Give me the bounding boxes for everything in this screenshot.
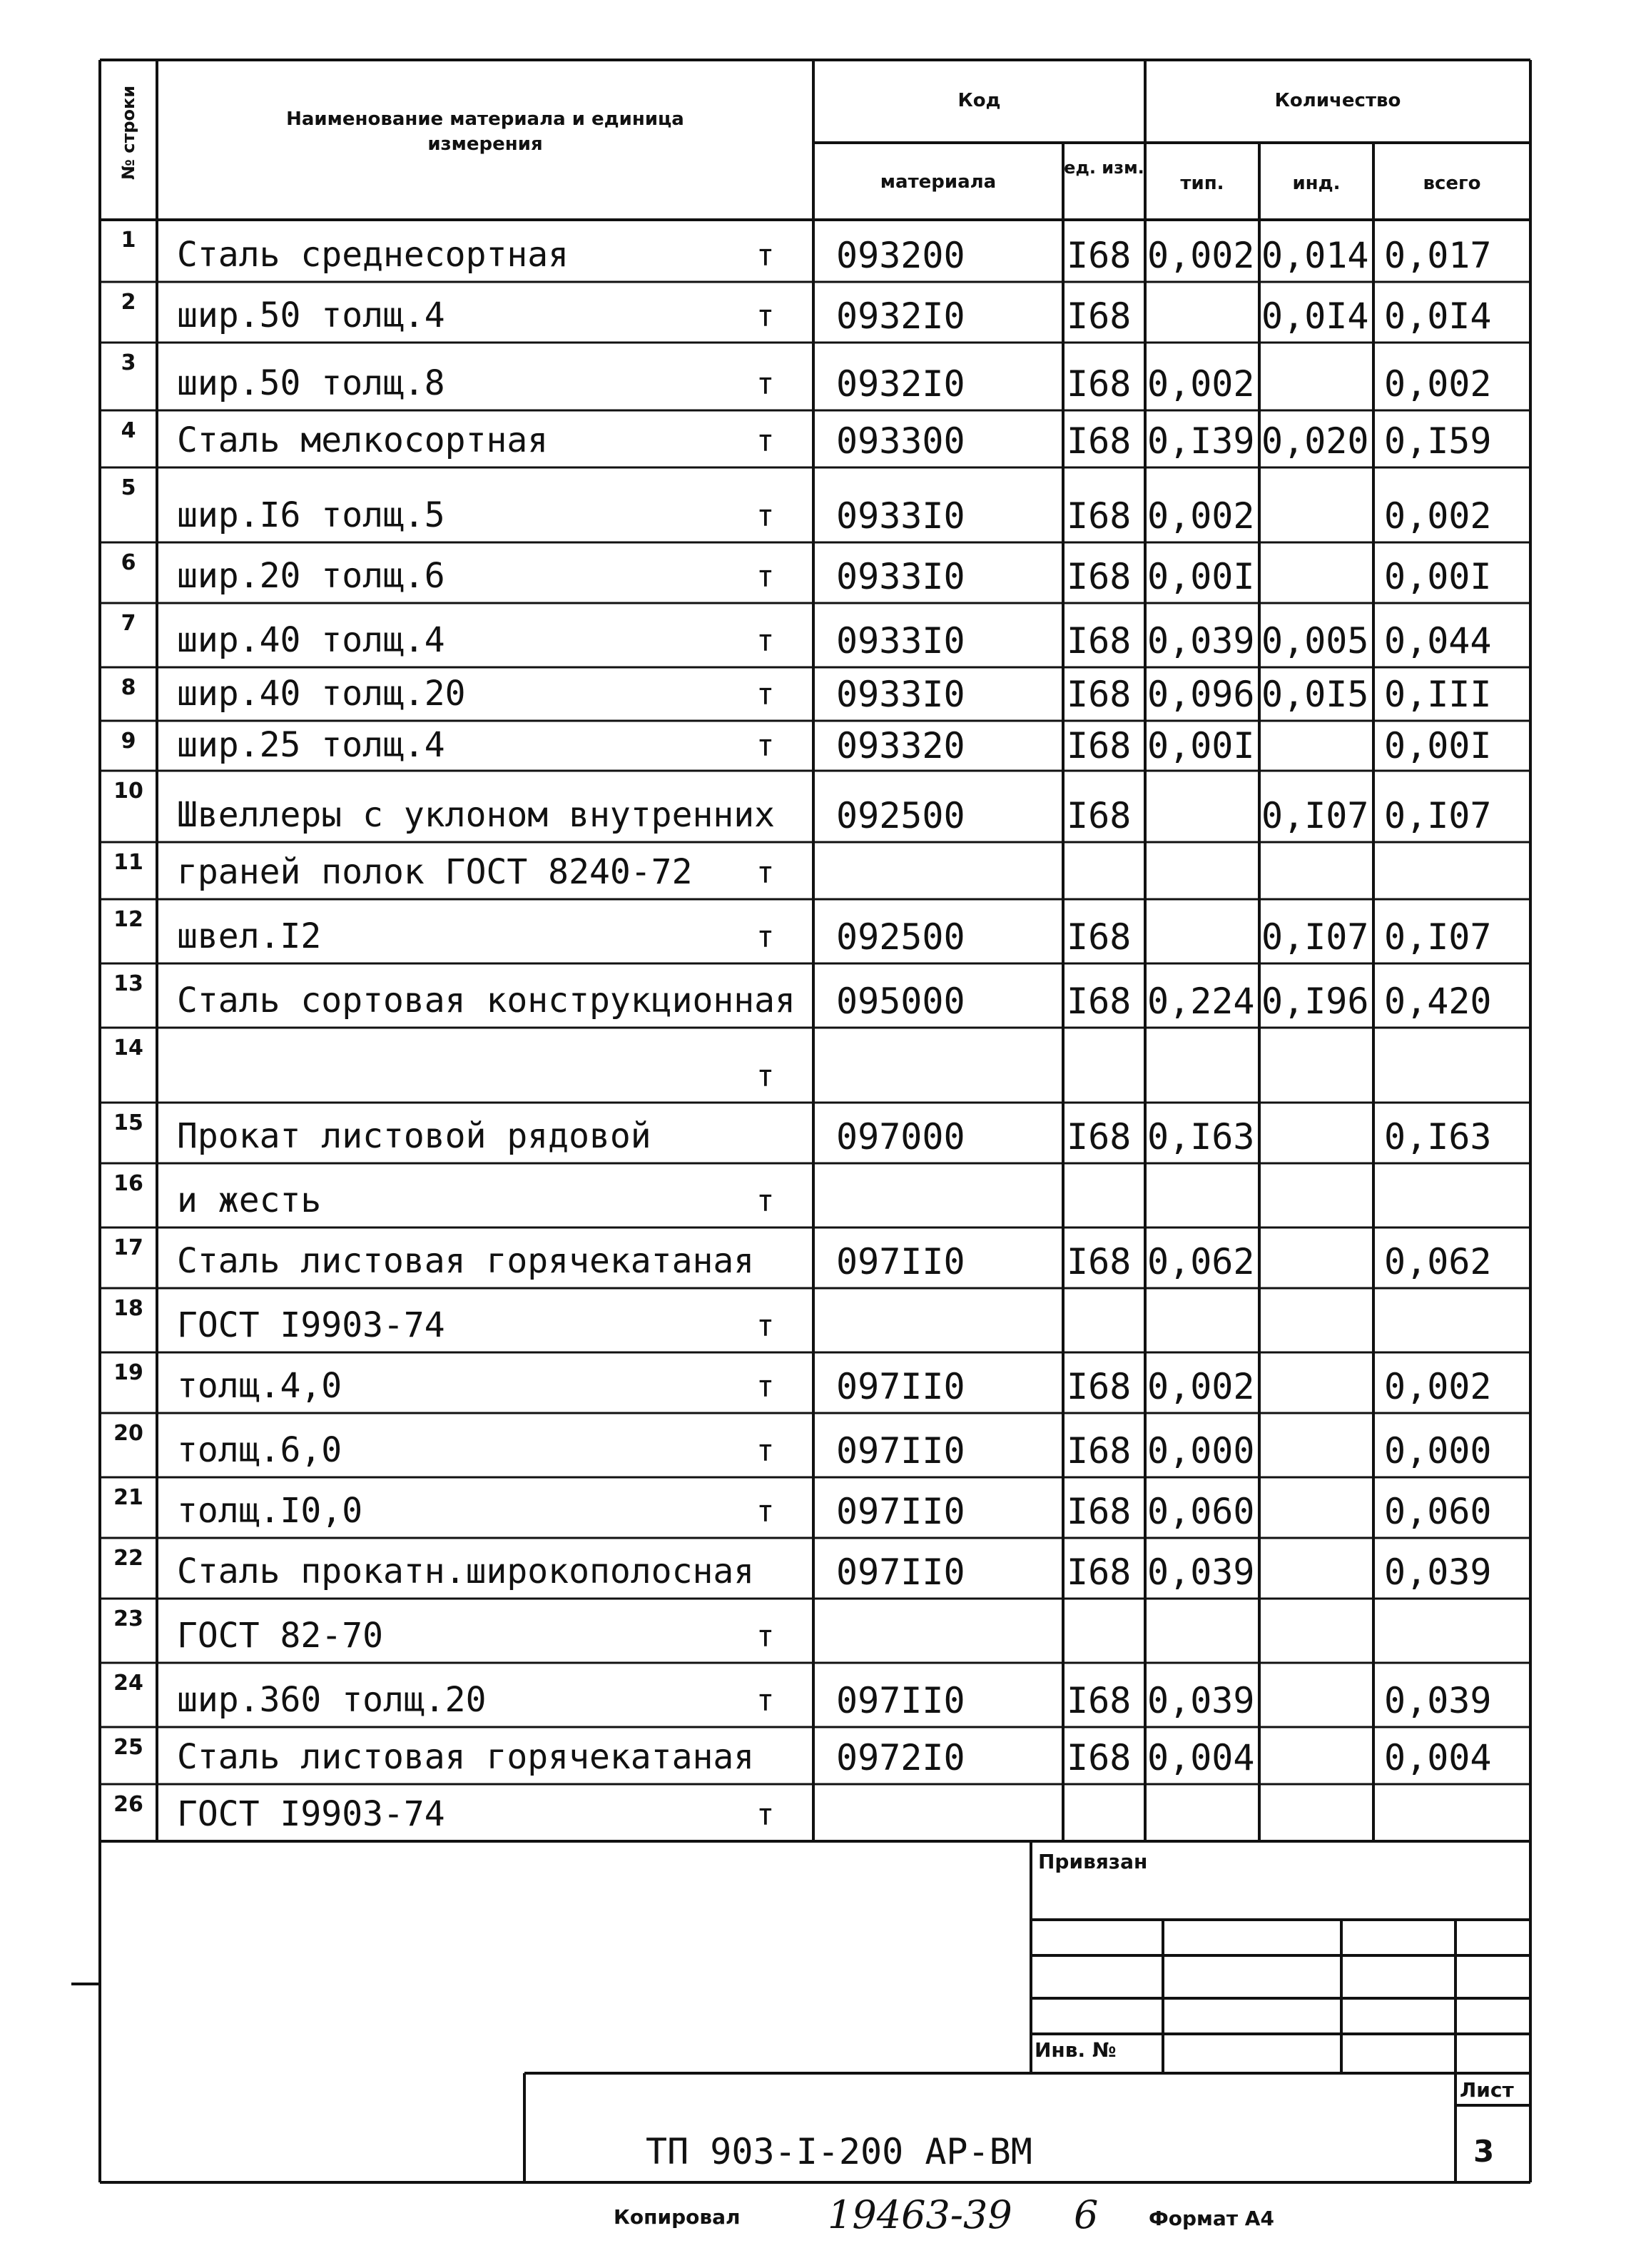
row-material-name: Сталь среднесортная — [177, 235, 569, 275]
row-ed-cell: I68 — [1067, 1680, 1132, 1721]
row-code-cell: 095000 — [836, 981, 965, 1022]
row-material-name: ГОСТ I9903-74 — [177, 1305, 445, 1345]
row-number: 3 — [121, 350, 136, 375]
row-typ-cell: 0,I63 — [1147, 1116, 1255, 1158]
row-number: 18 — [113, 1296, 143, 1321]
row-ed-cell: I68 — [1067, 420, 1132, 462]
row-ed-cell: I68 — [1067, 620, 1132, 662]
row-typ-cell: 0,004 — [1147, 1737, 1255, 1778]
row-number: 15 — [113, 1110, 143, 1135]
row-code-cell: 097II0 — [836, 1366, 965, 1407]
row-ed-cell: I68 — [1067, 1430, 1132, 1472]
row-number: 19 — [113, 1360, 143, 1385]
row-material-name: шир.40 толщ.4 — [177, 620, 445, 660]
row-code-cell: 0933I0 — [836, 620, 965, 662]
row-ind-cell: 0,005 — [1261, 620, 1369, 662]
row-total-cell: 0,062 — [1384, 1241, 1492, 1282]
quantity-total-header: всего — [1423, 173, 1481, 194]
row-unit-mark: т — [756, 1494, 775, 1529]
row-total-cell: 0,I07 — [1384, 916, 1492, 958]
handwritten-number: 19463-39 — [828, 2192, 1012, 2237]
row-total-cell: 0,017 — [1384, 235, 1492, 276]
row-total-cell: 0,00I — [1384, 556, 1492, 597]
row-unit-mark: т — [756, 919, 775, 954]
row-total-cell: 0,000 — [1384, 1430, 1492, 1472]
row-number: 20 — [113, 1421, 143, 1446]
row-typ-cell: 0,002 — [1147, 363, 1255, 405]
row-ind-cell: 0,0I4 — [1261, 295, 1369, 337]
row-code-cell: 097II0 — [836, 1430, 965, 1472]
row-number: 16 — [113, 1171, 143, 1196]
row-number: 8 — [121, 675, 136, 700]
row-unit-mark: т — [756, 1683, 775, 1718]
row-typ-cell: 0,000 — [1147, 1430, 1255, 1472]
quantity-header: Количество — [1274, 90, 1401, 111]
handwritten-six: 6 — [1074, 2192, 1099, 2237]
format-label: Формат А4 — [1149, 2207, 1274, 2230]
row-total-cell: 0,002 — [1384, 363, 1492, 405]
row-material-name: Сталь прокатн.широкополосная — [177, 1551, 755, 1591]
row-code-cell: 097II0 — [836, 1491, 965, 1532]
row-typ-cell: 0,039 — [1147, 1551, 1255, 1593]
row-ind-cell: 0,014 — [1261, 235, 1369, 276]
row-ind-cell: 0,020 — [1261, 420, 1369, 462]
row-total-cell: 0,002 — [1384, 1366, 1492, 1407]
row-material-name: ГОСТ 82-70 — [177, 1616, 383, 1656]
row-code-cell: 092500 — [836, 795, 965, 836]
row-number: 6 — [121, 550, 136, 575]
row-typ-cell: 0,062 — [1147, 1241, 1255, 1282]
row-number: 7 — [121, 611, 136, 636]
row-total-cell: 0,039 — [1384, 1551, 1492, 1593]
row-material-name: шир.20 толщ.6 — [177, 556, 445, 596]
row-typ-cell: 0,039 — [1147, 1680, 1255, 1721]
row-number: 1 — [121, 228, 136, 253]
row-unit-mark: т — [756, 1433, 775, 1468]
document-designation: ТП 903-I-200 АР-ВМ — [646, 2131, 1032, 2172]
row-code-cell: 092500 — [836, 916, 965, 958]
row-ed-cell: I68 — [1067, 981, 1132, 1022]
row-code-cell: 097II0 — [836, 1241, 965, 1282]
row-ed-cell: I68 — [1067, 295, 1132, 337]
row-typ-cell: 0,00I — [1147, 556, 1255, 597]
row-number: 4 — [121, 418, 136, 443]
row-unit-mark: т — [756, 728, 775, 763]
row-ed-cell: I68 — [1067, 1241, 1132, 1282]
row-total-cell: 0,004 — [1384, 1737, 1492, 1778]
row-code-cell: 0932I0 — [836, 295, 965, 337]
row-material-name: швел.I2 — [177, 916, 322, 956]
row-material-name: шир.I6 толщ.5 — [177, 495, 445, 535]
row-ed-cell: I68 — [1067, 1551, 1132, 1593]
row-typ-cell: 0,224 — [1147, 981, 1255, 1022]
row-unit-mark: т — [756, 498, 775, 533]
row-number: 21 — [113, 1485, 143, 1510]
row-unit-mark: т — [756, 238, 775, 273]
row-unit-mark: т — [756, 1058, 775, 1093]
row-ind-cell: 0,I96 — [1261, 981, 1369, 1022]
row-total-cell: 0,0I4 — [1384, 295, 1492, 337]
row-material-name: толщ.4,0 — [177, 1366, 342, 1406]
row-material-name: Прокат листовой рядовой — [177, 1116, 651, 1156]
row-unit-mark: т — [756, 423, 775, 458]
row-number: 22 — [113, 1546, 143, 1571]
row-number: 13 — [113, 971, 143, 996]
row-total-cell: 0,I63 — [1384, 1116, 1492, 1158]
row-code-cell: 097II0 — [836, 1551, 965, 1593]
row-total-cell: 0,044 — [1384, 620, 1492, 662]
row-number: 25 — [113, 1735, 143, 1760]
row-code-cell: 093320 — [836, 725, 965, 766]
row-total-cell: 0,I59 — [1384, 420, 1492, 462]
row-ed-cell: I68 — [1067, 916, 1132, 958]
code-material-header: материала — [880, 171, 997, 193]
row-ed-cell: I68 — [1067, 556, 1132, 597]
row-material-name: и жесть — [177, 1180, 322, 1220]
row-material-name: шир.40 толщ.20 — [177, 674, 466, 714]
row-material-name: граней полок ГОСТ 8240-72 — [177, 852, 693, 892]
row-ind-cell: 0,I07 — [1261, 916, 1369, 958]
row-unit-mark: т — [756, 366, 775, 401]
row-number: 14 — [113, 1036, 143, 1060]
row-code-cell: 0933I0 — [836, 495, 965, 537]
row-ed-cell: I68 — [1067, 495, 1132, 537]
row-ed-cell: I68 — [1067, 1366, 1132, 1407]
name-header: Наименование материала и единица измерения — [286, 108, 684, 156]
row-material-name: Сталь мелкосортная — [177, 420, 549, 460]
row-ed-cell: I68 — [1067, 795, 1132, 836]
copied-label: Копировал — [614, 2205, 741, 2229]
sheet-label: Лист — [1460, 2078, 1514, 2102]
row-ed-cell: I68 — [1067, 674, 1132, 715]
row-material-name: ГОСТ I9903-74 — [177, 1794, 445, 1834]
row-unit-mark: т — [756, 1183, 775, 1218]
row-material-name: Сталь листовая горячекатаная — [177, 1737, 755, 1777]
row-unit-mark: т — [756, 1619, 775, 1654]
row-code-cell: 093200 — [836, 235, 965, 276]
row-ind-cell: 0,0I5 — [1261, 674, 1369, 715]
row-number: 12 — [113, 907, 143, 932]
row-material-name: толщ.I0,0 — [177, 1491, 363, 1531]
row-material-name: толщ.6,0 — [177, 1430, 342, 1470]
row-unit-mark: т — [756, 855, 775, 890]
row-number: 26 — [113, 1792, 143, 1817]
quantity-ind-header: инд. — [1292, 173, 1341, 194]
row-code-cell: 0972I0 — [836, 1737, 965, 1778]
row-total-cell: 0,00I — [1384, 725, 1492, 766]
row-total-cell: 0,420 — [1384, 981, 1492, 1022]
row-ed-cell: I68 — [1067, 235, 1132, 276]
row-code-cell: 0933I0 — [836, 674, 965, 715]
row-unit-mark: т — [756, 677, 775, 712]
inventory-number-label: Инв. № — [1035, 2038, 1117, 2062]
privyazan-label: Привязан — [1038, 1850, 1148, 1873]
row-number: 24 — [113, 1671, 143, 1696]
row-number: 9 — [121, 729, 136, 754]
row-unit-mark: т — [756, 1308, 775, 1343]
row-code-cell: 0933I0 — [836, 556, 965, 597]
row-number: 23 — [113, 1606, 143, 1631]
row-number: 11 — [113, 850, 143, 875]
row-number-header: № строки — [118, 85, 138, 180]
row-code-cell: 0932I0 — [836, 363, 965, 405]
row-unit-mark: т — [756, 623, 775, 658]
row-unit-mark: т — [756, 1797, 775, 1832]
row-number: 2 — [121, 290, 136, 315]
row-unit-mark: т — [756, 298, 775, 333]
row-ed-cell: I68 — [1067, 725, 1132, 766]
row-total-cell: 0,III — [1384, 674, 1492, 715]
row-code-cell: 097000 — [836, 1116, 965, 1158]
row-material-name: шир.50 толщ.4 — [177, 295, 445, 335]
code-header: Код — [957, 90, 1001, 111]
row-typ-cell: 0,002 — [1147, 1366, 1255, 1407]
row-typ-cell: 0,039 — [1147, 620, 1255, 662]
row-typ-cell: 0,002 — [1147, 235, 1255, 276]
row-ed-cell: I68 — [1067, 1491, 1132, 1532]
row-code-cell: 097II0 — [836, 1680, 965, 1721]
row-typ-cell: 0,I39 — [1147, 420, 1255, 462]
row-unit-mark: т — [756, 1369, 775, 1404]
row-typ-cell: 0,096 — [1147, 674, 1255, 715]
row-typ-cell: 0,002 — [1147, 495, 1255, 537]
row-total-cell: 0,I07 — [1384, 795, 1492, 836]
row-ed-cell: I68 — [1067, 363, 1132, 405]
row-material-name: Сталь сортовая конструкционная — [177, 981, 796, 1021]
row-material-name: шир.25 толщ.4 — [177, 725, 445, 765]
row-material-name: Швеллеры с уклоном внутренних — [177, 795, 776, 835]
row-unit-mark: т — [756, 559, 775, 594]
row-ed-cell: I68 — [1067, 1737, 1132, 1778]
row-total-cell: 0,002 — [1384, 495, 1492, 537]
row-total-cell: 0,060 — [1384, 1491, 1492, 1532]
sheet-number: 3 — [1473, 2134, 1495, 2169]
row-typ-cell: 0,00I — [1147, 725, 1255, 766]
row-ind-cell: 0,I07 — [1261, 795, 1369, 836]
row-number: 17 — [113, 1235, 143, 1260]
row-number: 5 — [121, 475, 136, 500]
quantity-typ-header: тип. — [1180, 173, 1224, 194]
row-material-name: шир.360 толщ.20 — [177, 1680, 487, 1720]
code-unit-header: ед. изм. — [1064, 158, 1144, 178]
row-material-name: Сталь листовая горячекатаная — [177, 1241, 755, 1281]
row-material-name: шир.50 толщ.8 — [177, 363, 445, 403]
row-total-cell: 0,039 — [1384, 1680, 1492, 1721]
row-ed-cell: I68 — [1067, 1116, 1132, 1158]
row-number: 10 — [113, 779, 143, 804]
row-typ-cell: 0,060 — [1147, 1491, 1255, 1532]
row-code-cell: 093300 — [836, 420, 965, 462]
